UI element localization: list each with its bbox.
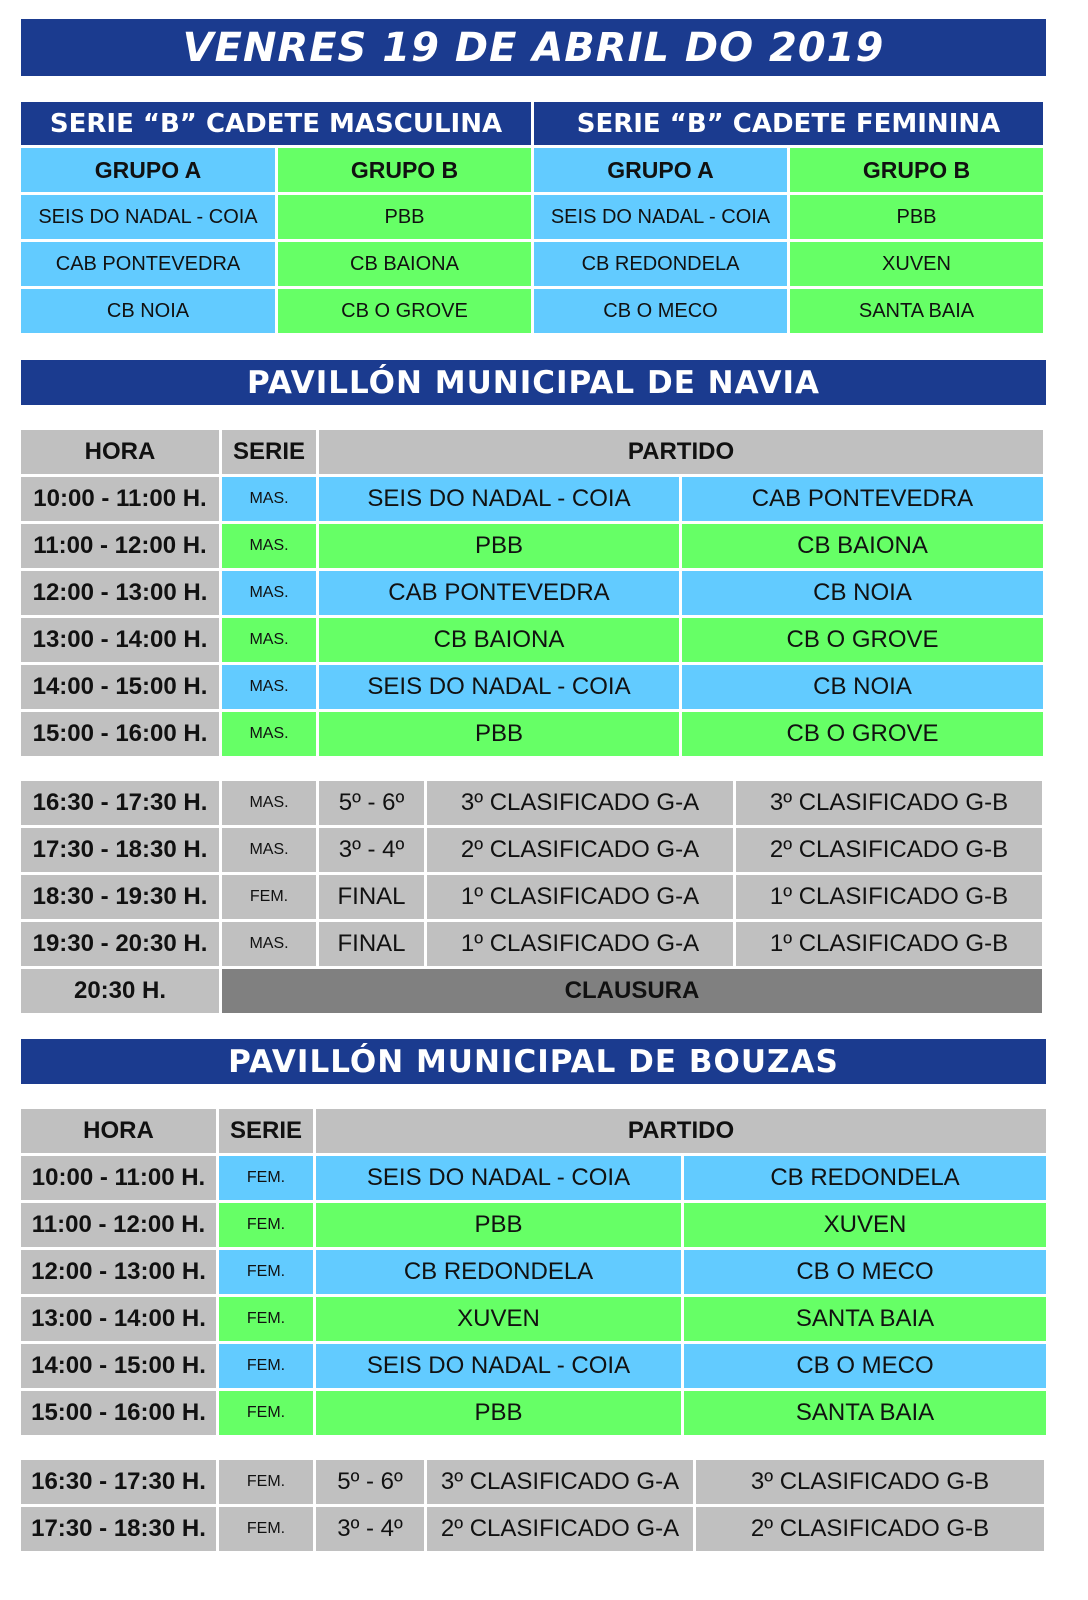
- match-serie: MAS.: [222, 477, 316, 521]
- match-serie: MAS.: [222, 618, 316, 662]
- closing-time: 20:30 H.: [21, 969, 219, 1013]
- final-away: 2º CLASIFICADO G-B: [696, 1507, 1044, 1551]
- final-time: 16:30 - 17:30 H.: [21, 781, 219, 825]
- match-away: CB O GROVE: [682, 618, 1043, 662]
- match-home: SEIS DO NADAL - COIA: [316, 1156, 681, 1200]
- match-away: CB NOIA: [682, 571, 1043, 615]
- match-time: 11:00 - 12:00 H.: [21, 1203, 216, 1247]
- match-serie: MAS.: [222, 712, 316, 756]
- final-away: 3º CLASIFICADO G-B: [736, 781, 1042, 825]
- final-away: 2º CLASIFICADO G-B: [736, 828, 1042, 872]
- navia-finals-table: [21, 781, 1046, 1013]
- final-serie: MAS.: [222, 828, 316, 872]
- final-home: 1º CLASIFICADO G-A: [427, 875, 733, 919]
- final-time: 19:30 - 20:30 H.: [21, 922, 219, 966]
- match-serie: FEM.: [219, 1344, 313, 1388]
- final-time: 16:30 - 17:30 H.: [21, 1460, 216, 1504]
- final-away: 1º CLASIFICADO G-B: [736, 922, 1042, 966]
- group-a-header: GRUPO A: [21, 148, 275, 192]
- navia-venue-title: PAVILLÓN MUNICIPAL DE NAVIA: [21, 360, 1046, 405]
- final-serie: MAS.: [222, 922, 316, 966]
- match-away: XUVEN: [684, 1203, 1046, 1247]
- match-away: CB BAIONA: [682, 524, 1043, 568]
- final-home: 3º CLASIFICADO G-A: [427, 781, 733, 825]
- final-time: 17:30 - 18:30 H.: [21, 828, 219, 872]
- navia-schedule-table: [21, 430, 1046, 756]
- final-home: 2º CLASIFICADO G-A: [427, 828, 733, 872]
- match-time: 15:00 - 16:00 H.: [21, 712, 219, 756]
- final-position: 5º - 6º: [316, 1460, 424, 1504]
- match-serie: FEM.: [219, 1250, 313, 1294]
- group-a-header: GRUPO A: [534, 148, 787, 192]
- closing-label: CLAUSURA: [222, 969, 1042, 1013]
- team-cell: SEIS DO NADAL - COIA: [21, 195, 275, 239]
- team-cell: XUVEN: [790, 242, 1043, 286]
- final-away: 1º CLASIFICADO G-B: [736, 875, 1042, 919]
- match-home: SEIS DO NADAL - COIA: [316, 1344, 681, 1388]
- match-away: CB O GROVE: [682, 712, 1043, 756]
- final-home: 2º CLASIFICADO G-A: [427, 1507, 693, 1551]
- team-cell: SEIS DO NADAL - COIA: [534, 195, 787, 239]
- match-time: 10:00 - 11:00 H.: [21, 477, 219, 521]
- header-serie: SERIE: [222, 430, 316, 474]
- bouzas-venue-title: PAVILLÓN MUNICIPAL DE BOUZAS: [21, 1039, 1046, 1084]
- match-home: PBB: [316, 1391, 681, 1435]
- match-home: CB REDONDELA: [316, 1250, 681, 1294]
- page-title: VENRES 19 DE ABRIL DO 2019: [21, 19, 1046, 76]
- match-serie: FEM.: [219, 1156, 313, 1200]
- match-time: 12:00 - 13:00 H.: [21, 571, 219, 615]
- header-hora: HORA: [21, 430, 219, 474]
- final-home: 1º CLASIFICADO G-A: [427, 922, 733, 966]
- bouzas-finals-table: [21, 1460, 1046, 1551]
- header-partido: PARTIDO: [319, 430, 1043, 474]
- series-feminina-header: SERIE “B” CADETE FEMININA: [534, 102, 1043, 145]
- match-home: PBB: [319, 524, 679, 568]
- match-time: 12:00 - 13:00 H.: [21, 1250, 216, 1294]
- match-away: SANTA BAIA: [684, 1297, 1046, 1341]
- final-position: FINAL: [319, 875, 424, 919]
- match-away: CB O MECO: [684, 1250, 1046, 1294]
- team-cell: CB O GROVE: [278, 289, 531, 333]
- header-serie: SERIE: [219, 1109, 313, 1153]
- match-away: CB NOIA: [682, 665, 1043, 709]
- groups-table: [21, 102, 1046, 333]
- final-serie: MAS.: [222, 781, 316, 825]
- match-home: PBB: [316, 1203, 681, 1247]
- team-cell: SANTA BAIA: [790, 289, 1043, 333]
- header-partido: PARTIDO: [316, 1109, 1046, 1153]
- match-time: 11:00 - 12:00 H.: [21, 524, 219, 568]
- team-cell: PBB: [278, 195, 531, 239]
- match-home: XUVEN: [316, 1297, 681, 1341]
- final-home: 3º CLASIFICADO G-A: [427, 1460, 693, 1504]
- group-b-header: GRUPO B: [790, 148, 1043, 192]
- match-time: 14:00 - 15:00 H.: [21, 665, 219, 709]
- match-away: CB REDONDELA: [684, 1156, 1046, 1200]
- match-time: 15:00 - 16:00 H.: [21, 1391, 216, 1435]
- group-b-header: GRUPO B: [278, 148, 531, 192]
- match-home: CAB PONTEVEDRA: [319, 571, 679, 615]
- team-cell: CB BAIONA: [278, 242, 531, 286]
- team-cell: CB NOIA: [21, 289, 275, 333]
- match-away: SANTA BAIA: [684, 1391, 1046, 1435]
- team-cell: CB O MECO: [534, 289, 787, 333]
- match-home: SEIS DO NADAL - COIA: [319, 665, 679, 709]
- final-serie: FEM.: [222, 875, 316, 919]
- final-time: 18:30 - 19:30 H.: [21, 875, 219, 919]
- match-home: PBB: [319, 712, 679, 756]
- match-home: SEIS DO NADAL - COIA: [319, 477, 679, 521]
- final-position: FINAL: [319, 922, 424, 966]
- final-serie: FEM.: [219, 1460, 313, 1504]
- match-serie: FEM.: [219, 1391, 313, 1435]
- match-time: 10:00 - 11:00 H.: [21, 1156, 216, 1200]
- final-serie: FEM.: [219, 1507, 313, 1551]
- match-serie: FEM.: [219, 1297, 313, 1341]
- final-away: 3º CLASIFICADO G-B: [696, 1460, 1044, 1504]
- bouzas-schedule-table: [21, 1109, 1046, 1435]
- match-home: CB BAIONA: [319, 618, 679, 662]
- match-serie: FEM.: [219, 1203, 313, 1247]
- final-time: 17:30 - 18:30 H.: [21, 1507, 216, 1551]
- series-masculina-header: SERIE “B” CADETE MASCULINA: [21, 102, 531, 145]
- match-away: CB O MECO: [684, 1344, 1046, 1388]
- final-position: 3º - 4º: [319, 828, 424, 872]
- team-cell: CAB PONTEVEDRA: [21, 242, 275, 286]
- final-position: 3º - 4º: [316, 1507, 424, 1551]
- match-away: CAB PONTEVEDRA: [682, 477, 1043, 521]
- match-time: 13:00 - 14:00 H.: [21, 618, 219, 662]
- team-cell: PBB: [790, 195, 1043, 239]
- match-serie: MAS.: [222, 665, 316, 709]
- final-position: 5º - 6º: [319, 781, 424, 825]
- team-cell: CB REDONDELA: [534, 242, 787, 286]
- match-serie: MAS.: [222, 571, 316, 615]
- match-time: 13:00 - 14:00 H.: [21, 1297, 216, 1341]
- match-serie: MAS.: [222, 524, 316, 568]
- match-time: 14:00 - 15:00 H.: [21, 1344, 216, 1388]
- header-hora: HORA: [21, 1109, 216, 1153]
